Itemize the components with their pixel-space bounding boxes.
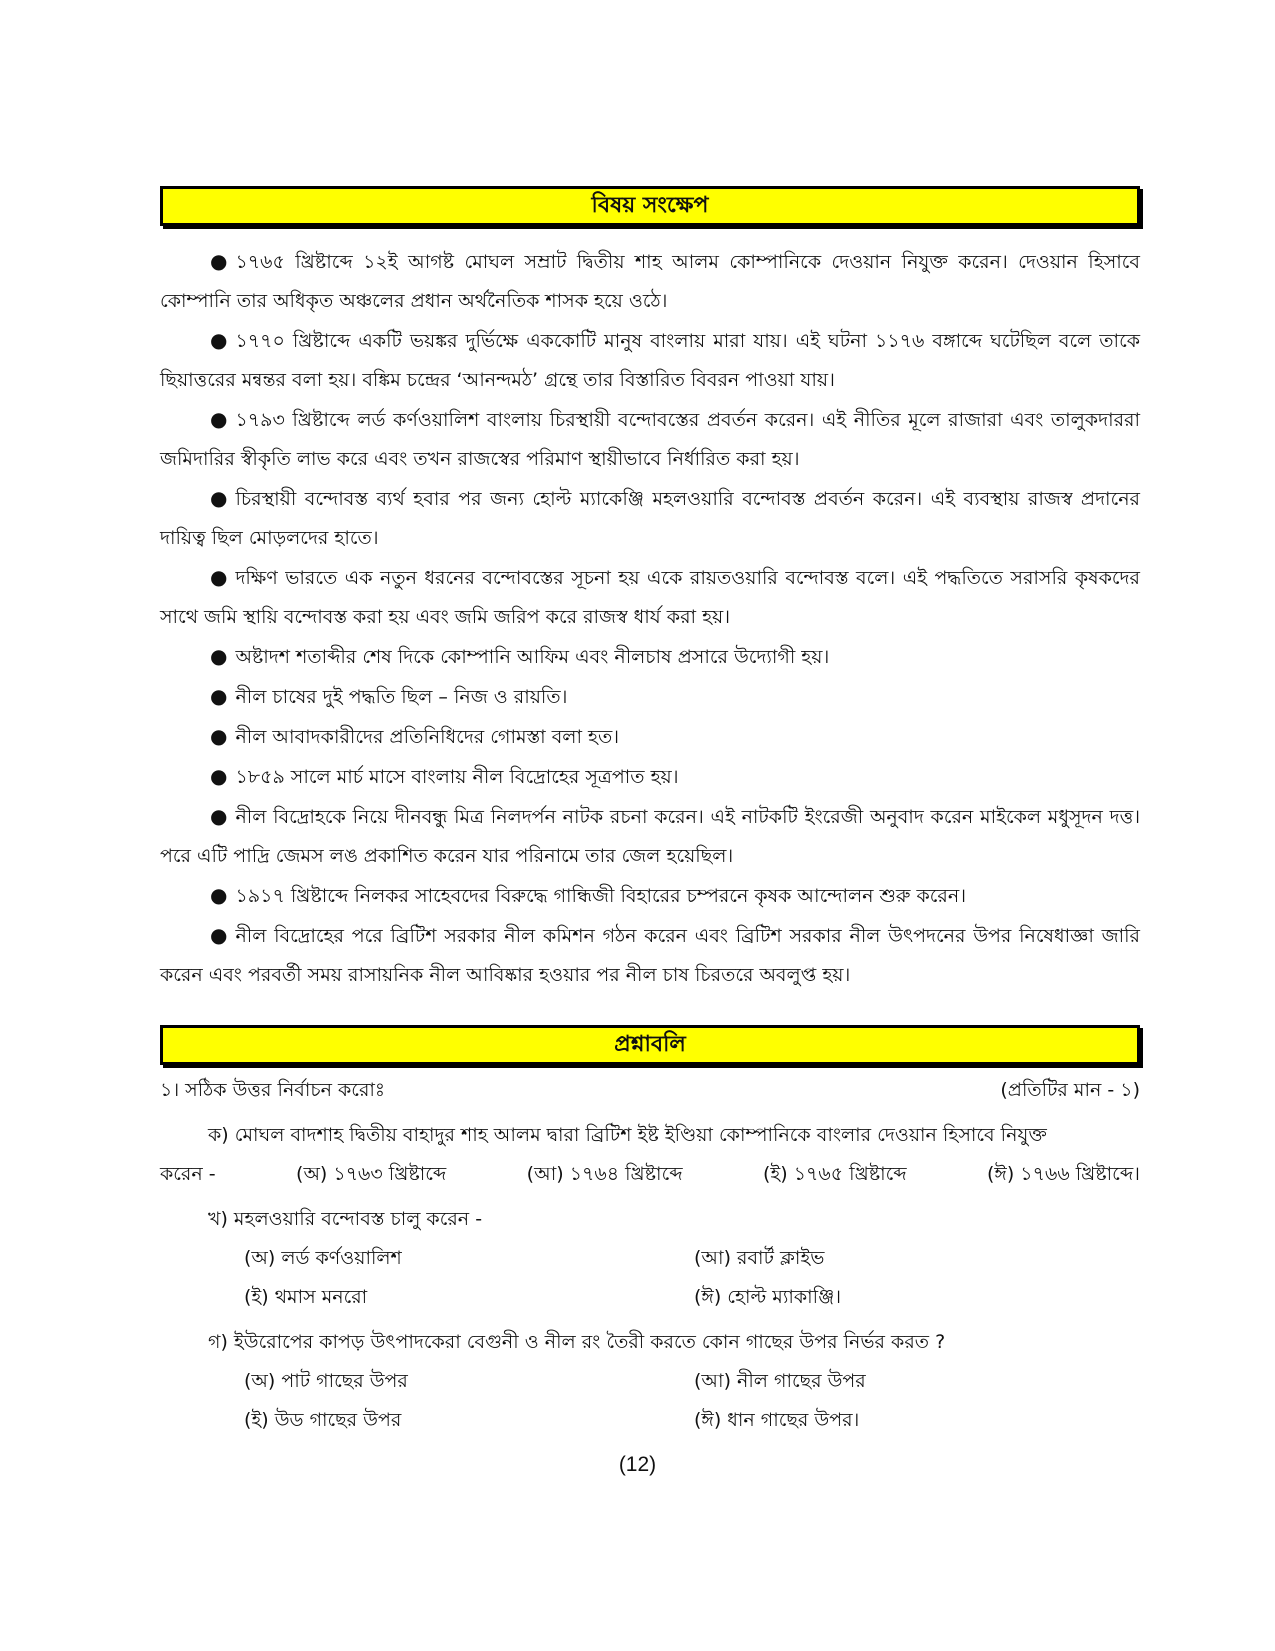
question-text: গ) ইউরোপের কাপড় উৎপাদকেরা বেগুনী ও নীল রং তৈরী করতে কোন গাছের উপর নির্ভর করত ? [208, 1331, 946, 1353]
page-content [160, 186, 1140, 1440]
list-item: ● ১৭৭০ খ্রিষ্টাব্দে একটি ভয়ঙ্কর দুর্ভিক্ষে এককোটি মানুষ বাংলায় মারা যায়। এই ঘটনা ১১৭৬ বঙ্গাব্দে ঘটেছিল বলে তাকে ছিয়াত্তরের মন্বন্তর বলা হয়। বঙ্কিম চন্দ্রের ‘আনন্দমঠ’ গ্রন্থে তার বিস্তারিত বিবরন পাওয়া যায়। [160, 321, 1140, 400]
summary-title: বিষয় সংক্ষেপ [591, 192, 709, 218]
option-aa: (আ) ১৭৬৪ খ্রিষ্টাব্দে [526, 1163, 683, 1185]
bullet-icon: ● [210, 724, 228, 748]
list-item: ● ১৭৯৩ খ্রিষ্টাব্দে লর্ড কর্ণওয়ালিশ বাংলায় চিরস্থায়ী বন্দোবস্তের প্রবর্তন করেন। এই নীতির মূলে রাজারা এবং তালুকদাররা জমিদারির স্বীকৃতি লাভ করে এবং তখন রাজস্বের পরিমাণ স্থায়ীভাবে নির্ধারিত করা হয়। [160, 400, 1140, 479]
question-ka [160, 1116, 1140, 1194]
option-ii: (ঈ) ধান গাছের উপর। [694, 1409, 860, 1431]
list-item: ● অষ্টাদশ শতাব্দীর শেষ দিকে কোম্পানি আফিম এবং নীলচাষ প্রসারে উদ্যোগী হয়। [160, 637, 1140, 677]
option-a: (অ) ১৭৬৩ খ্রিষ্টাব্দে [296, 1163, 447, 1185]
question-text: খ) মহলওয়ারি বন্দোবস্ত চালু করেন - [208, 1208, 483, 1230]
question-ga [160, 1323, 1140, 1440]
bullet-icon: ● [210, 883, 228, 907]
summary-header [160, 186, 1140, 226]
question-instruction: ১। সঠিক উত্তর নির্বাচন করোঃ [160, 1079, 386, 1101]
option-i: (ই) থমাস মনরো [244, 1286, 368, 1308]
list-item: ● ১৭৬৫ খ্রিষ্টাব্দে ১২ই আগষ্ট মোঘল সম্রাট দ্বিতীয় শাহ আলম কোম্পানিকে দেওয়ান নিযুক্ত করেন। দেওয়ান হিসাবে কোম্পানি তার অধিকৃত অঞ্চলের প্রধান অর্থনৈতিক শাসক হয়ে ওঠে। [160, 242, 1140, 321]
list-item: ● নীল আবাদকারীদের প্রতিনিধিদের গোমস্তা বলা হত। [160, 717, 1140, 757]
list-item: ● নীল চাষের দুই পদ্ধতি ছিল – নিজ ও রায়তি। [160, 677, 1140, 717]
list-item: ● ১৮৫৯ সালে মার্চ মাসে বাংলায় নীল বিদ্রোহের সূত্রপাত হয়। [160, 757, 1140, 797]
option-row [160, 1155, 1140, 1194]
bullet-icon: ● [210, 804, 228, 828]
option-aa: (আ) রবার্ট ক্লাইভ [694, 1247, 825, 1269]
question-instruction-row [160, 1071, 1140, 1110]
questions-title: প্রশ্নাবলি [614, 1031, 686, 1057]
option-ii: (ঈ) ১৭৬৬ খ্রিষ্টাব্দে। [987, 1163, 1140, 1185]
bullet-icon: ● [210, 923, 228, 947]
bullet-icon: ● [210, 684, 228, 708]
option-a: (অ) লর্ড কর্ণওয়ালিশ [244, 1247, 402, 1269]
option-grid [160, 1239, 1140, 1317]
bullet-icon: ● [210, 764, 228, 788]
bullet-icon: ● [210, 407, 228, 431]
questions-header [160, 1025, 1140, 1065]
option-ii: (ঈ) হোল্ট ম্যাকাঞ্জি। [694, 1286, 842, 1308]
bullet-icon: ● [210, 565, 228, 589]
question-text: ক) মোঘল বাদশাহ দ্বিতীয় বাহাদুর শাহ আলম দ্বারা ব্রিটিশ ইষ্ট ইণ্ডিয়া কোম্পানিকে বাংলার দেওয়ান হিসাবে নিযুক্ত [208, 1124, 1047, 1146]
question-kha [160, 1200, 1140, 1317]
option-i: (ই) উড গাছের উপর [244, 1409, 402, 1431]
option-a: (অ) পাট গাছের উপর [244, 1370, 408, 1392]
list-item: ● নীল বিদ্রোহের পরে ব্রিটিশ সরকার নীল কমিশন গঠন করেন এবং ব্রিটিশ সরকার নীল উৎপদনের উপর নিষেধাজ্ঞা জারি করেন এবং পরবর্তী সময় রাসায়নিক নীল আবিষ্কার হওয়ার পর নীল চাষ চিরতরে অবলুপ্ত হয়। [160, 916, 1140, 995]
bullet-icon: ● [210, 328, 228, 352]
list-item: ● নীল বিদ্রোহকে নিয়ে দীনবন্ধু মিত্র নিলদর্পন নাটক রচনা করেন। এই নাটকটি ইংরেজী অনুবাদ করেন মাইকেল মধুসূদন দত্ত। পরে এটি পাদ্রি জেমস লঙ প্রকাশিত করেন যার পরিনামে তার জেল হয়েছিল। [160, 797, 1140, 876]
question-text-continued: করেন - [160, 1163, 216, 1185]
bullet-icon: ● [210, 249, 228, 273]
list-item: ● দক্ষিণ ভারতে এক নতুন ধরনের বন্দোবস্তের সূচনা হয় একে রায়তওয়ারি বন্দোবস্ত বলে। এই পদ্ধতিতে সরাসরি কৃষকদের সাথে জমি স্থায়ি বন্দোবস্ত করা হয় এবং জমি জরিপ করে রাজস্ব ধার্য করা হয়। [160, 558, 1140, 637]
option-aa: (আ) নীল গাছের উপর [694, 1370, 866, 1392]
list-item: ● ১৯১৭ খ্রিষ্টাব্দে নিলকর সাহেবদের বিরুদ্ধে গান্ধিজী বিহারের চম্পরনে কৃষক আন্দোলন শুরু করেন। [160, 876, 1140, 916]
marks-note: (প্রতিটির মান - ১) [1000, 1079, 1140, 1101]
bullet-icon: ● [210, 644, 228, 668]
page-number: (12) [618, 1453, 657, 1476]
option-grid [160, 1362, 1140, 1440]
option-i: (ই) ১৭৬৫ খ্রিষ্টাব্দে [762, 1163, 907, 1185]
summary-list [160, 242, 1140, 995]
bullet-icon: ● [210, 486, 228, 510]
list-item: ● চিরস্থায়ী বন্দোবস্ত ব্যর্থ হবার পর জন্য হোল্ট ম্যাকেঞ্জি মহলওয়ারি বন্দোবস্ত প্রবর্তন করেন। এই ব্যবস্থায় রাজস্ব প্রদানের দায়িত্ব ছিল মোড়লদের হাতে। [160, 479, 1140, 558]
